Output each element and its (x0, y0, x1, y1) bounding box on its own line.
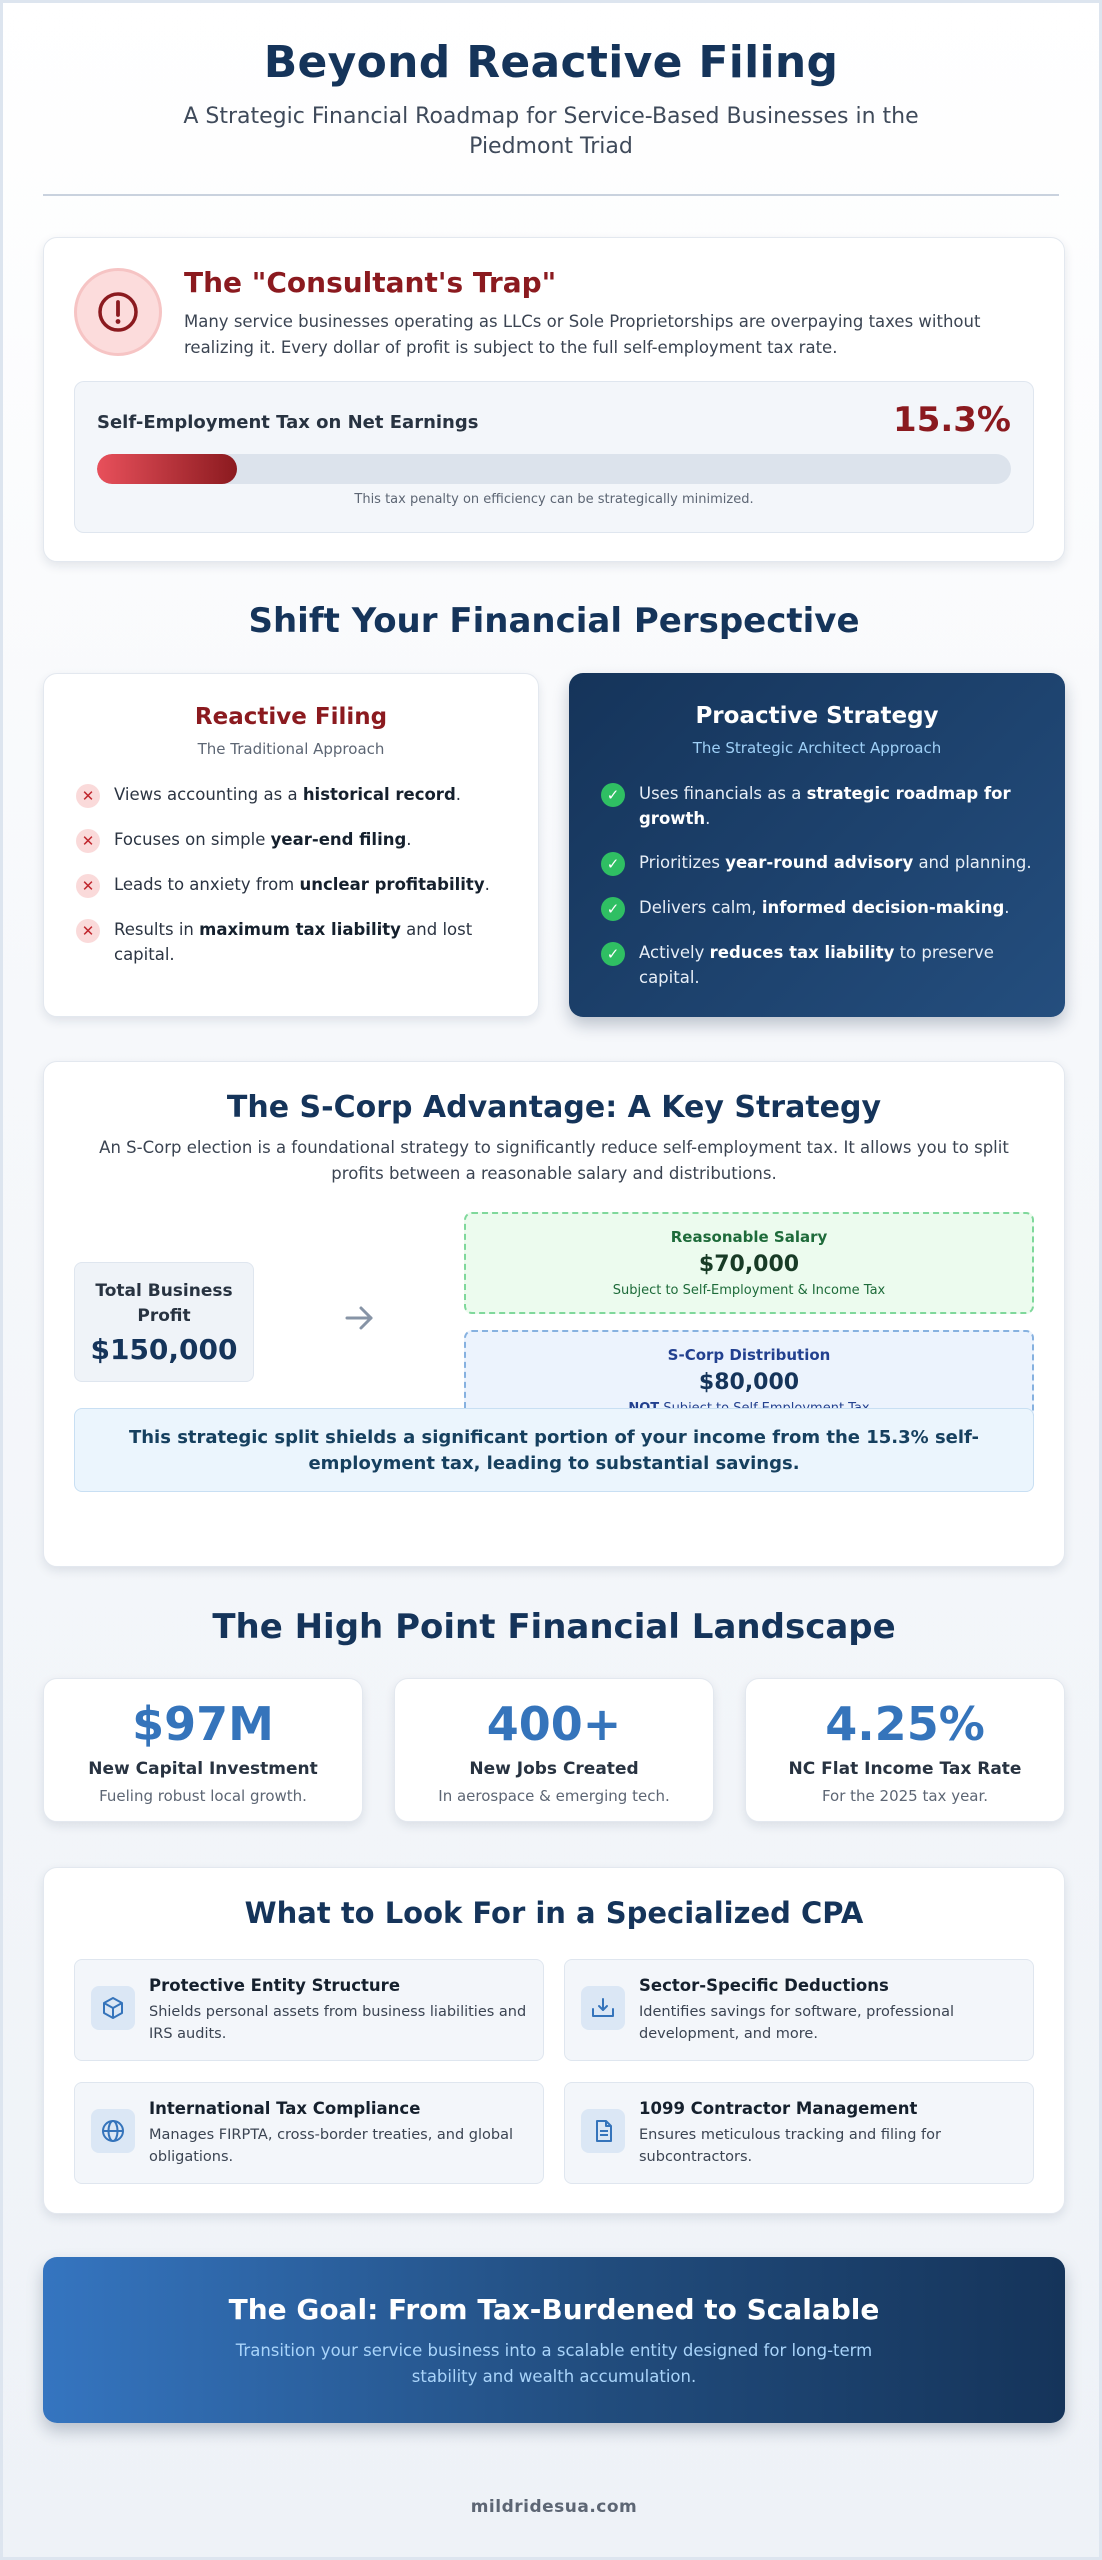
x-icon: ✕ (76, 874, 100, 898)
proactive-title: Proactive Strategy (695, 703, 939, 729)
page-subtitle: A Strategic Financial Roadmap for Service-Based Businesses in the Piedmont Triad (183, 104, 919, 159)
feature-title: 1099 Contractor Management (639, 2099, 918, 2118)
x-icon: ✕ (76, 784, 100, 808)
feature-sector-deductions (564, 1959, 1034, 2061)
check-icon: ✓ (601, 852, 625, 876)
total-profit-label: Total Business Profit (95, 1281, 233, 1326)
stat-caption: For the 2025 tax year. (821, 1787, 989, 1805)
list-item: ✓ Delivers calm, informed decision-making. (601, 895, 1033, 921)
inbox-download-icon (581, 1986, 625, 2030)
check-icon: ✓ (601, 897, 625, 921)
check-icon: ✓ (601, 783, 625, 807)
tax-meter-note: This tax penalty on efficiency can be strategically minimized. (354, 492, 754, 507)
globe-icon (91, 2109, 135, 2153)
consultant-trap-card (43, 237, 1065, 562)
landscape-title: The High Point Financial Landscape (212, 1607, 896, 1647)
reasonable-salary-box (464, 1212, 1034, 1314)
proactive-subtitle: The Strategic Architect Approach (692, 739, 942, 757)
salary-label: Reasonable Salary (670, 1228, 828, 1246)
goal-subtitle: Transition your service business into a scalable entity designed for long-term stability and wealth accumulation. (235, 2341, 873, 2386)
header (43, 3, 1059, 196)
scorp-title: The S-Corp Advantage: A Key Strategy (226, 1090, 882, 1125)
list-item: ✓ Actively reduces tax liability to preserve capital. (601, 940, 1033, 990)
cpa-title: What to Look For in a Specialized CPA (244, 1896, 864, 1930)
savings-callout: This strategic split shields a significant portion of your income from the 15.3% self-employment tax, leading to substantial savings. (74, 1408, 1034, 1492)
salary-amount: $70,000 (698, 1252, 800, 1277)
stat-label: New Jobs Created (469, 1759, 639, 1779)
goal-banner (43, 2257, 1065, 2423)
reactive-list (76, 782, 506, 967)
trap-heading: The "Consultant's Trap" (184, 266, 557, 299)
goal-title: The Goal: From Tax-Burdened to Scalable (228, 2293, 880, 2326)
list-item: ✕ Results in maximum tax liability and lost capital. (76, 917, 506, 967)
footer-site-link[interactable]: mildridesua.com (470, 2497, 638, 2517)
feature-description: Manages FIRPTA, cross-border treaties, and global obligations. (149, 2127, 514, 2165)
list-item: ✕ Focuses on simple year-end filing. (76, 827, 506, 853)
list-item: ✕ Leads to anxiety from unclear profitability. (76, 872, 506, 898)
distribution-amount: $80,000 (698, 1370, 800, 1395)
trap-body: Many service businesses operating as LLCs or Sole Proprietorships are overpaying taxes without realizing it. Every dollar of profit is subject to the full self-employment tax rate. (184, 312, 981, 357)
x-icon: ✕ (76, 919, 100, 943)
feature-description: Ensures meticulous tracking and filing for subcontractors. (639, 2127, 941, 2165)
stat-label: NC Flat Income Tax Rate (788, 1759, 1022, 1779)
perspective-title: Shift Your Financial Perspective (248, 601, 860, 641)
feature-title: International Tax Compliance (149, 2099, 421, 2118)
cube-icon (91, 1986, 135, 2030)
reactive-filing-card (43, 673, 539, 1017)
stat-label: New Capital Investment (88, 1759, 318, 1779)
feature-title: Protective Entity Structure (149, 1976, 401, 1995)
salary-note: Subject to Self-Employment & Income Tax (612, 1283, 886, 1298)
tax-meter-fill (97, 454, 237, 484)
tax-meter-track (97, 454, 1011, 484)
trap-text (184, 266, 1024, 361)
tax-meter-panel (74, 381, 1034, 533)
feature-international-compliance (74, 2082, 544, 2184)
distribution-label: S-Corp Distribution (667, 1346, 831, 1364)
proactive-strategy-card (569, 673, 1065, 1017)
tax-meter-value: 15.3% (893, 400, 1011, 440)
stat-caption: In aerospace & emerging tech. (438, 1787, 670, 1805)
reactive-subtitle: The Traditional Approach (197, 740, 385, 758)
alert-circle-icon (74, 268, 162, 356)
tax-meter-label: Self-Employment Tax on Net Earnings (97, 412, 479, 433)
document-icon (581, 2109, 625, 2153)
list-item: ✓ Prioritizes year-round advisory and planning. (601, 850, 1033, 876)
check-icon: ✓ (601, 942, 625, 966)
proactive-list (601, 781, 1033, 990)
page-title: Beyond Reactive Filing (263, 37, 839, 88)
header-divider (43, 194, 1059, 196)
stat-value: $97M (132, 1697, 274, 1751)
stat-caption: Fueling robust local growth. (99, 1787, 307, 1805)
feature-1099-management (564, 2082, 1034, 2184)
total-profit-value: $150,000 (90, 1333, 238, 1366)
total-profit-box (74, 1262, 254, 1382)
feature-description: Identifies savings for software, professional development, and more. (639, 2004, 955, 2042)
stat-card-capital (43, 1678, 363, 1822)
scorp-advantage-card (43, 1061, 1065, 1567)
stat-value: 400+ (486, 1697, 622, 1751)
scorp-description: An S-Corp election is a foundational strategy to significantly reduce self-employment tax. It allows you to split profits between a reasonable salary and distributions. (99, 1138, 1009, 1183)
arrow-right-icon (344, 1304, 376, 1336)
reactive-title: Reactive Filing (194, 704, 388, 730)
feature-title: Sector-Specific Deductions (639, 1976, 889, 1995)
stat-card-jobs (394, 1678, 714, 1822)
x-icon: ✕ (76, 829, 100, 853)
feature-entity-structure (74, 1959, 544, 2061)
stat-card-tax-rate (745, 1678, 1065, 1822)
specialized-cpa-card (43, 1867, 1065, 2214)
stat-value: 4.25% (825, 1697, 985, 1751)
feature-description: Shields personal assets from business liabilities and IRS audits. (149, 2004, 527, 2042)
list-item: ✕ Views accounting as a historical record. (76, 782, 506, 808)
list-item: ✓ Uses financials as a strategic roadmap for growth. (601, 781, 1033, 831)
